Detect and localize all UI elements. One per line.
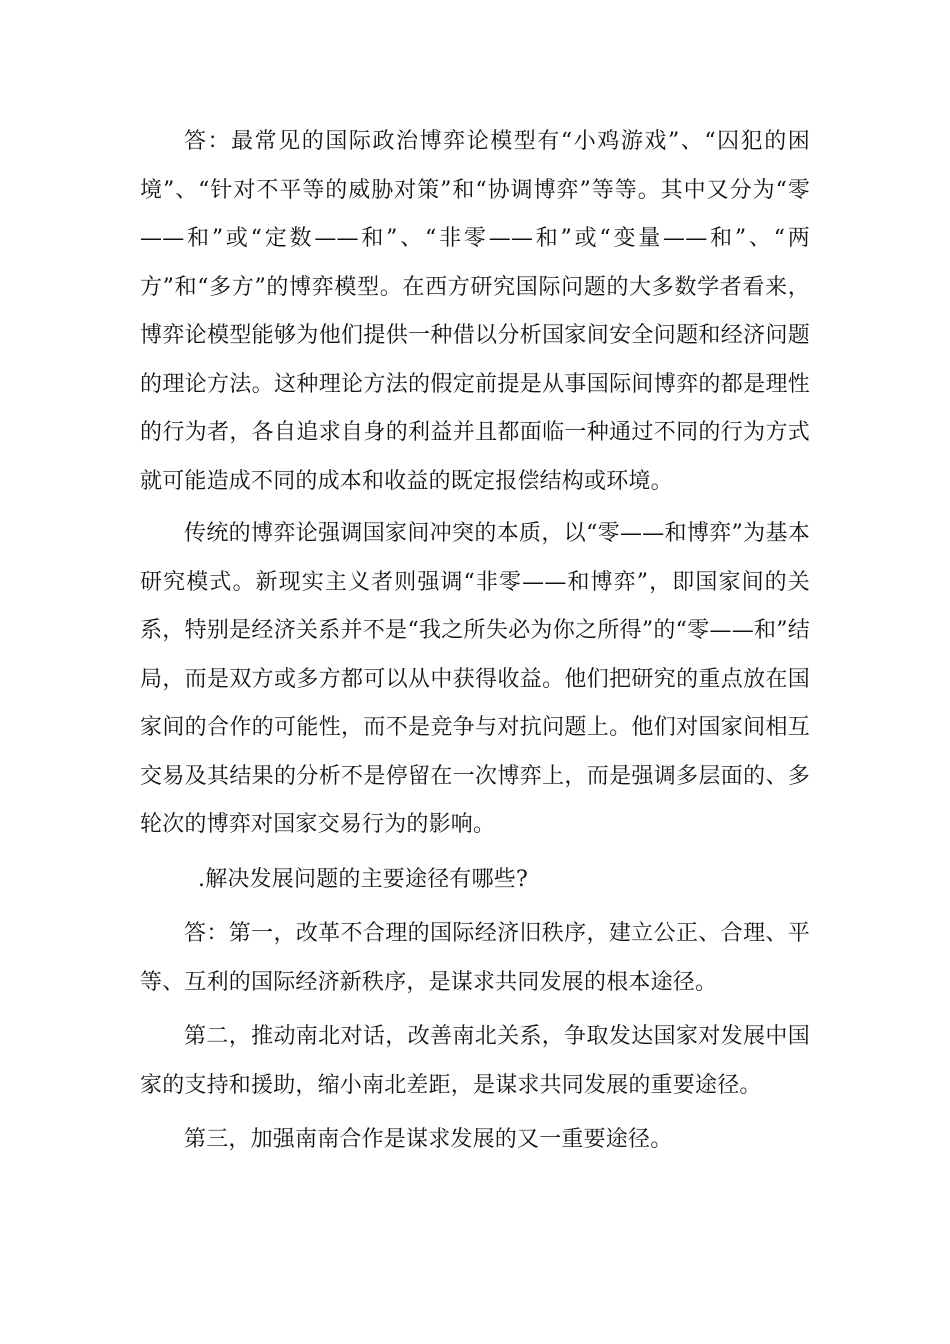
answer-point-second: 第二，推动南北对话，改善南北关系，争取发达国家对发展中国家的支持和援助，缩小南北差距，是谋求共同发展的重要途径。: [140, 1024, 810, 1098]
document-body: [140, 118, 810, 1165]
answer-point-third: 第三，加强南南合作是谋求发展的又一重要途径。: [184, 1127, 673, 1152]
question-development-paths: .解决发展问题的主要途径有哪些?: [198, 866, 528, 892]
paragraph-traditional-game-theory: 传统的博弈论强调国家间冲突的本质，以“零——和博弈”为基本研究模式。新现实主义者则强调“非零——和博弈”，即国家间的关系，特别是经济关系并不是“我之所失必为你之所得”的“零——和”结局，而是双方或多方都可以从中获得收益。他们把研究的重点放在国家间的合作的可能性，而不是竞争与对抗问题上。他们对国家间相互交易及其结果的分析不是停留在一次博弈上，而是强调多层面的、多轮次的博弈对国家交易行为的影响。: [140, 521, 810, 837]
answer-point-first: 答：第一，改革不合理的国际经济旧秩序，建立公正、合理、平等、互利的国际经济新秩序，是谋求共同发展的根本途径。: [140, 921, 810, 995]
paragraph-game-theory-models: 答：最常见的国际政治博弈论模型有“小鸡游戏”、“囚犯的困境”、“针对不平等的威胁对策”和“协调博弈”等等。其中又分为“零——和”或“定数——和”、“非零——和”或“变量——和”、“两方”和“多方”的博弈模型。在西方研究国际问题的大多数学者看来，博弈论模型能够为他们提供一种借以分析国家间安全问题和经济问题的理论方法。这种理论方法的假定前提是从事国际间博弈的都是理性的行为者，各自追求自身的利益并且都面临一种通过不同的行为方式就可能造成不同的成本和收益的既定报偿结构或环境。: [140, 129, 810, 494]
